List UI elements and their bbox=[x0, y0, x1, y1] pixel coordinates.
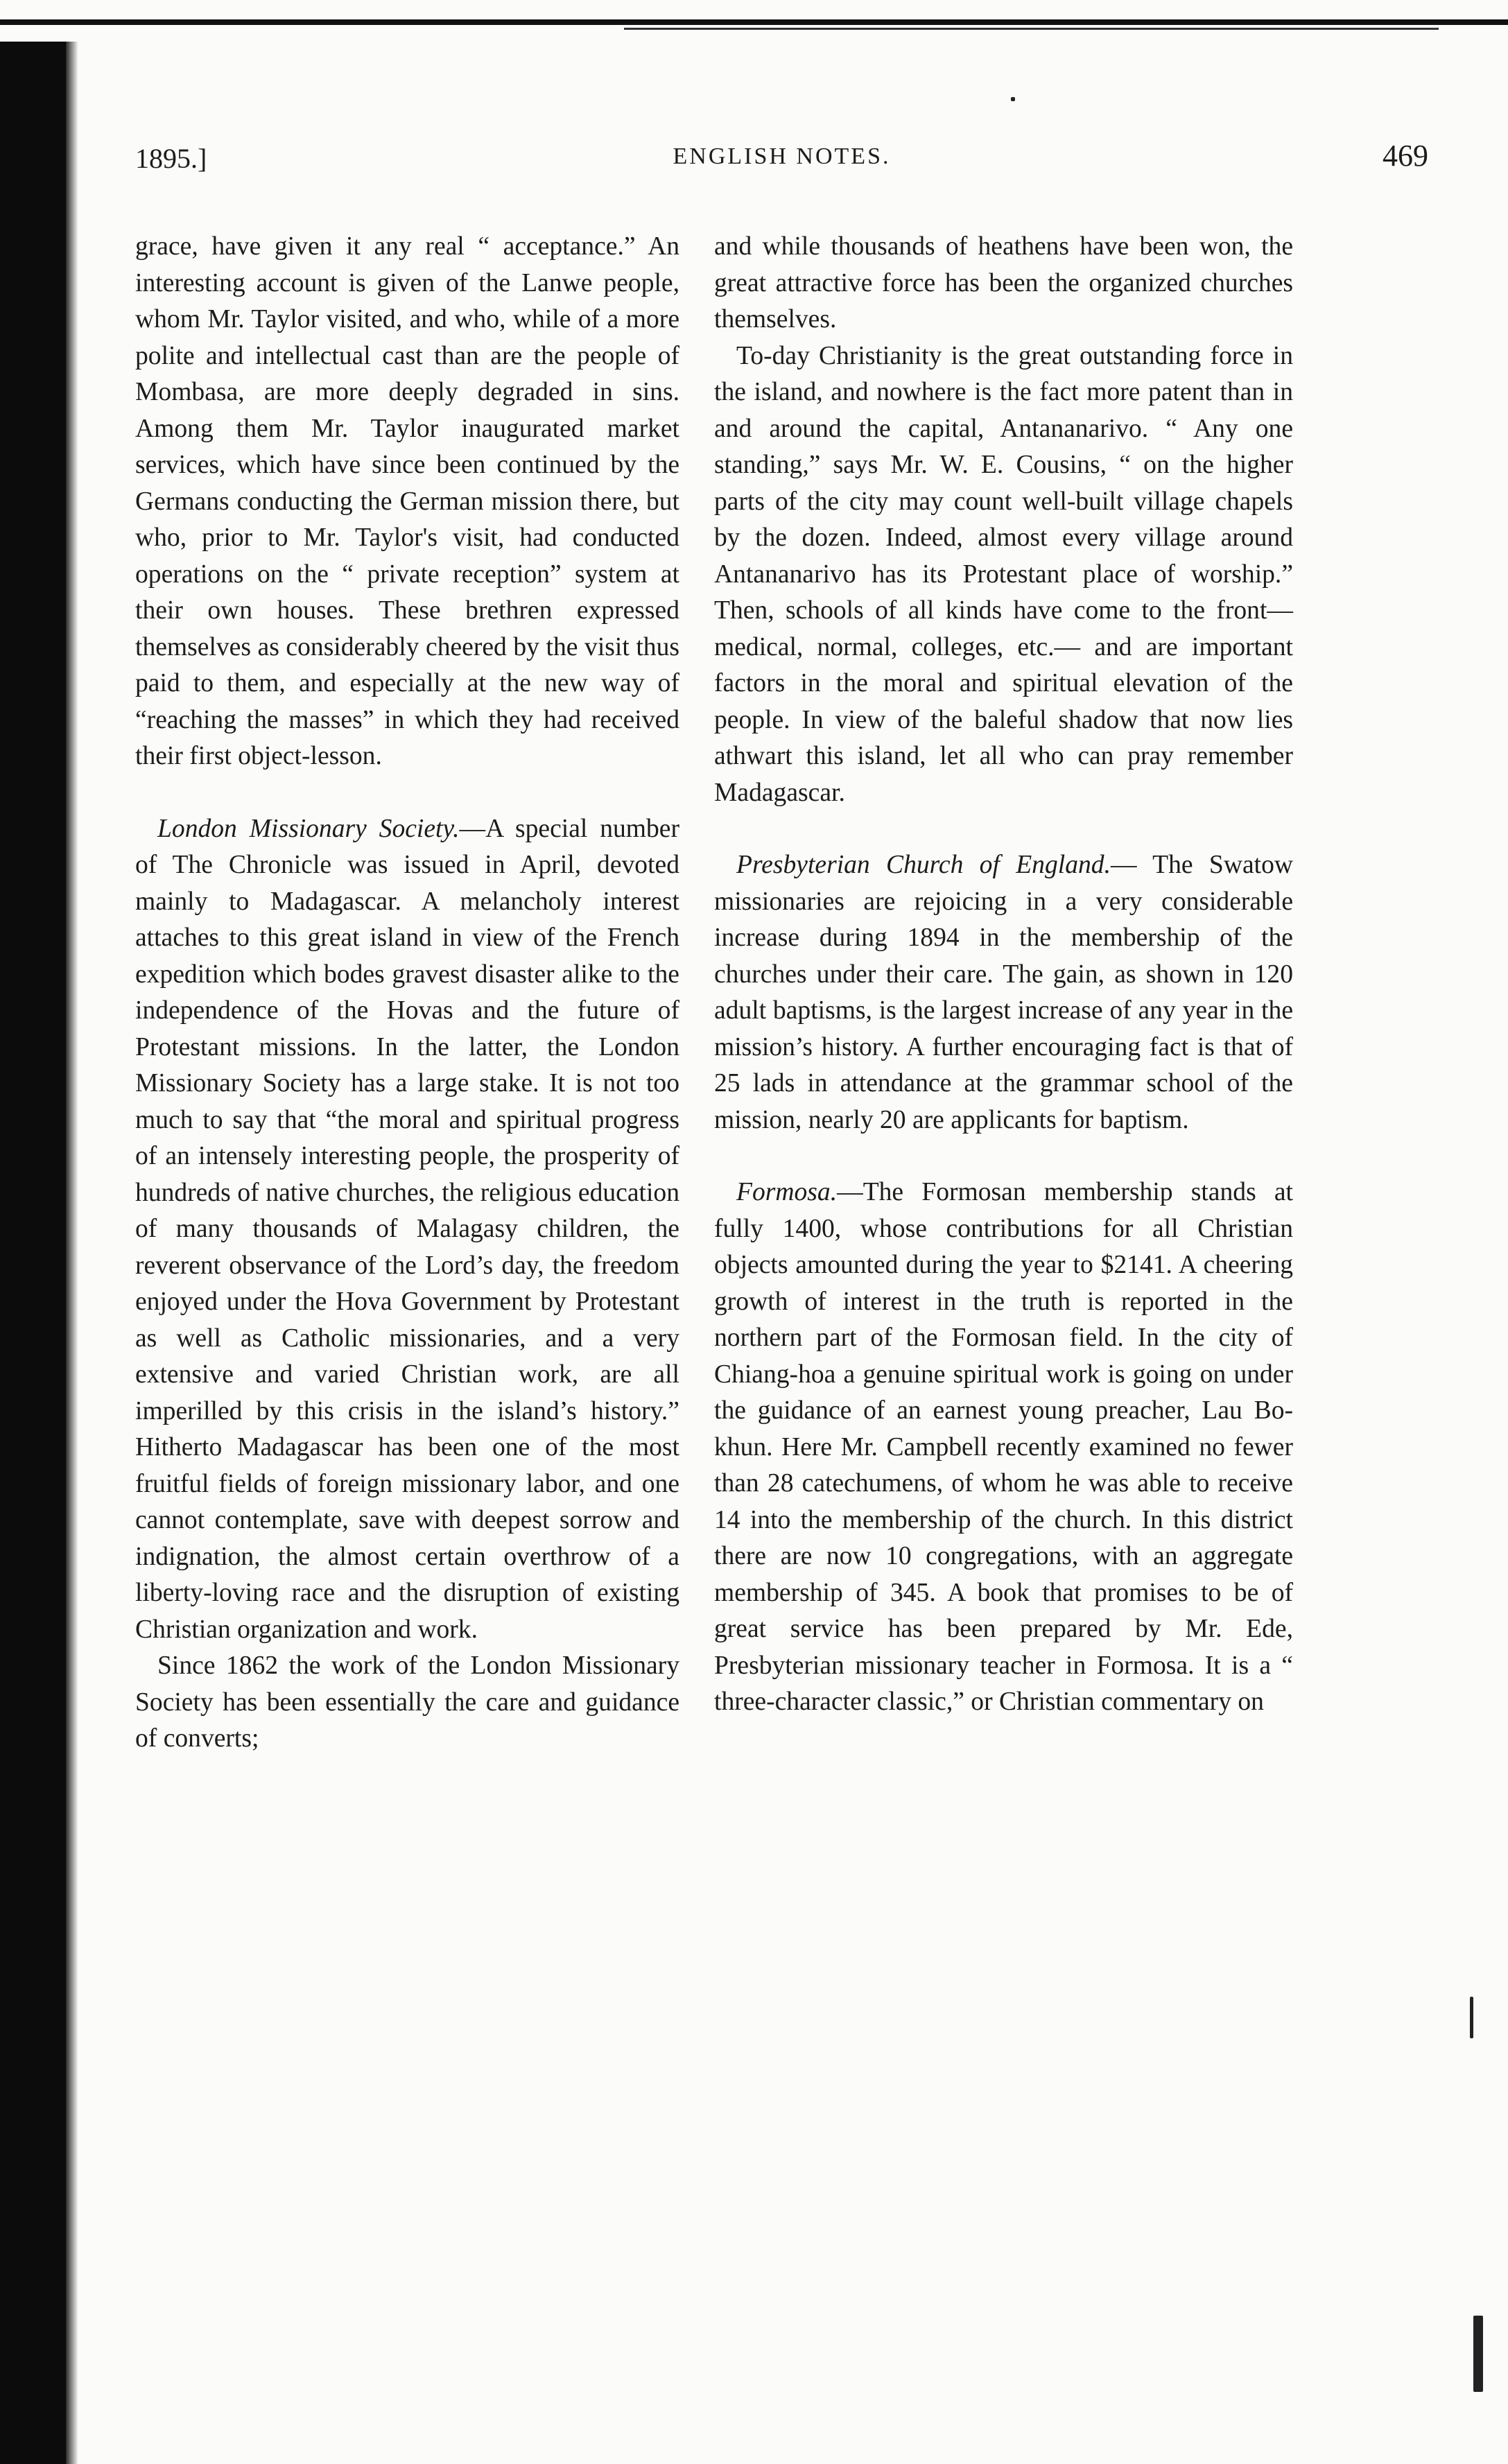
running-header bbox=[135, 139, 1428, 184]
right-column bbox=[714, 229, 1293, 1721]
book-spine-shadow bbox=[0, 42, 66, 2464]
section-heading-lms: London Missionary Society. bbox=[157, 814, 460, 843]
paragraph-presbyterian-body: — The Swatow missionaries are rejoicing in a very considerable increase during 1894 in the membership of the churches under their care. The gain, as shown in 120 adult baptisms, is the largest increase of any year in the mission’s history. A further encouraging fact is that of 25 lads in attendance at the grammar school of the mission, nearly 20 are applicants for baptism. bbox=[714, 851, 1293, 1134]
section-heading-presbyterian: Presbyterian Church of England. bbox=[736, 851, 1111, 879]
scan-top-rule-thin bbox=[624, 28, 1439, 30]
section-heading-formosa: Formosa. bbox=[736, 1178, 838, 1206]
book-spine-edge bbox=[66, 42, 78, 2464]
paragraph-christianity-today: To-day Christianity is the great outstanding force in the island, and nowhere is the fact more patent than in and around the capital, Antananarivo. “ Any one standing,” says Mr. W. E. Cousins, “ on the higher parts of the city may count well-built village chapels by the dozen. Indeed, almost every village around Antananarivo has its Protestant place of worship.” Then, schools of all kinds have come to the front—medical, normal, colleges, etc.— and are important factors in the moral and spiritual elevation of the people. In view of the baleful shadow that now lies athwart this island, let all who can pray remember Madagascar. bbox=[714, 341, 1293, 807]
paragraph-presbyterian bbox=[714, 847, 1293, 1138]
paragraph-lanwe: grace, have given it any real “ acceptance.” An interesting account is given of the Lanwe people, whom Mr. Taylor visited, and who, while of a more polite and intellectual cast than are the people of Mombasa, are more deeply degraded in sins. Among them Mr. Taylor inaugurated market services, which have since been continued by the Germans conducting the German mission there, but who, prior to Mr. Taylor's visit, had conducted operations on the “ private reception” system at their own houses. These brethren expressed themselves as considerably cheered by the visit thus paid to them, and especially at the new way of “reaching the masses” in which they had received their first object-lesson. bbox=[135, 232, 679, 770]
left-column bbox=[135, 229, 679, 1758]
scan-speck bbox=[1473, 2316, 1483, 2392]
scan-speck bbox=[1011, 97, 1015, 101]
paragraph-since-1862: Since 1862 the work of the London Missionary Society has been essentially the care and guidance of converts; bbox=[135, 1651, 679, 1753]
header-page-number: 469 bbox=[1383, 139, 1428, 173]
scan-speck bbox=[1470, 1997, 1473, 2038]
header-year: 1895.] bbox=[135, 143, 207, 174]
paragraph-formosa-body: —The Formosan membership stands at fully 1400, whose contributions for all Christian objects amounted during the year to $2141. A cheering growth of interest in the truth is reported in the northern part of the Formosan field. In the city of Chiang-hoa a genuine spiritual work is going on under the guidance of an earnest young preacher, Lau Bo-khun. Here Mr. Campbell recently examined no fewer than 28 catechumens, of whom he was able to receive 14 into the membership of the church. In this district there are now 10 congregations, with an aggregate membership of 345. A book that promises to be of great service has been prepared by Mr. Ede, Presbyterian missionary teacher in Formosa. It is a “ three-character classic,” or Christian commentary on bbox=[714, 1178, 1293, 1716]
paragraph-heathens: and while thousands of heathens have been won, the great attractive force has been the organized churches themselves. bbox=[714, 232, 1293, 333]
paragraph-formosa bbox=[714, 1174, 1293, 1721]
paragraph-london-missionary-society bbox=[135, 811, 679, 1649]
header-running-title: ENGLISH NOTES. bbox=[673, 144, 891, 169]
scan-top-rule bbox=[0, 19, 1508, 25]
paragraph-lms-body: —A special number of The Chronicle was issued in April, devoted mainly to Madagascar. A melancholy interest attaches to this great island in view of the French expedition which bodes gravest disaster alike to the independence of the Hovas and the future of Protestant missions. In the latter, the London Missionary Society has a large stake. It is not too much to say that “the moral and spiritual progress of an intensely interesting people, the prosperity of hundreds of native churches, the religious education of many thousands of Malagasy children, the reverent observance of the Lord’s day, the freedom enjoyed under the Hova Government by Protestant as well as Catholic missionaries, and a very extensive and varied Christian work, are all imperilled by this crisis in the island’s history.” Hitherto Madagascar has been one of the most fruitful fields of foreign missionary labor, and one cannot contemplate, save with deepest sorrow and indignation, the almost certain overthrow of a liberty-loving race and the disruption of existing Christian organization and work. bbox=[135, 814, 679, 1644]
